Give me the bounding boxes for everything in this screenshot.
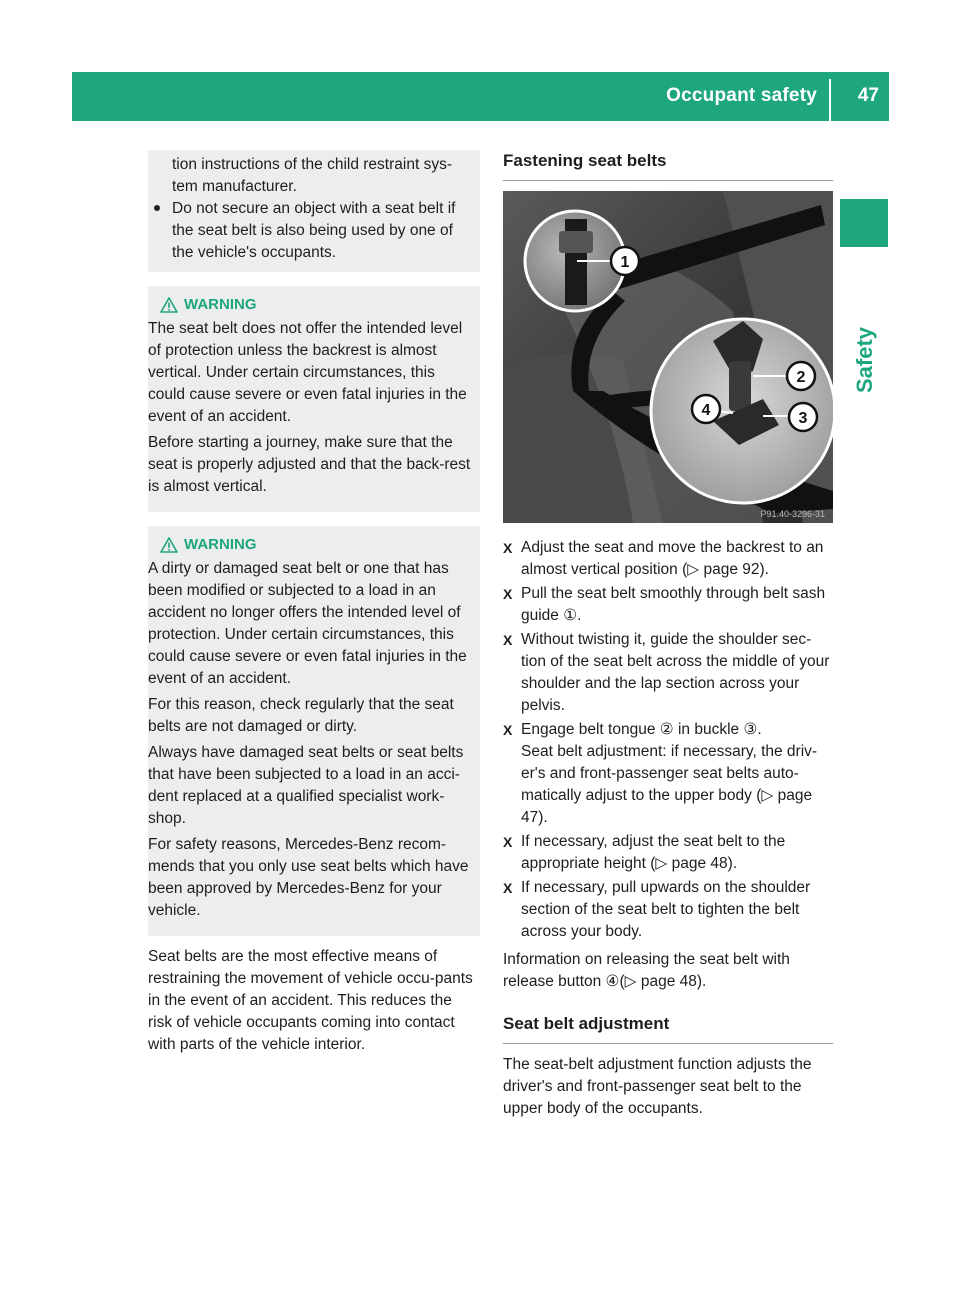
step-marker-icon: X (503, 834, 513, 850)
warning-heading (148, 294, 474, 316)
warning-paragraph: The seat belt does not offer the intended level of protection unless the backrest is almost vertical. Under certain circumstances, this could cause severe or even fatal injuries in the event of an accident. (148, 320, 467, 425)
step-marker-icon: X (503, 586, 513, 602)
seat-belt-illustration (503, 191, 833, 523)
side-tab-label: Safety (852, 326, 877, 394)
left-column (148, 150, 480, 1056)
svg-text:2: 2 (796, 369, 806, 386)
warning-heading (148, 534, 474, 556)
header-title: Occupant safety (666, 85, 817, 106)
warning-box-1 (148, 286, 480, 512)
instruction-step: X Engage belt tongue ② in buckle ③. Seat belt adjustment: if necessary, the driv-er's and front-passenger seat belts auto-matically adjust to the upper body (▷ page 47). (503, 719, 833, 829)
svg-text:1: 1 (620, 254, 630, 271)
intro-continuation: tion instructions of the child restraint sys-tem manufacturer. (172, 156, 452, 195)
svg-text:3: 3 (798, 410, 808, 427)
instruction-step: X If necessary, pull upwards on the shoulder section of the seat belt to tighten the belt across your body. (503, 879, 811, 940)
side-tab-block (840, 199, 888, 247)
instruction-step: X Without twisting it, guide the shoulder sec-tion of the seat belt across the middle of your shoulder and the lap section across your pelvis. (503, 631, 830, 714)
callout-3 (789, 403, 817, 431)
step-marker-icon: X (503, 540, 513, 556)
figure-code: P91.40-3296-31 (760, 509, 825, 519)
seat-belt-figure (503, 191, 833, 523)
callout-4 (692, 395, 720, 423)
callout-1 (611, 247, 639, 275)
body-paragraph: Seat belts are the most effective means of restraining the movement of vehicle occu-pants in the event of an accident. This reduces the risk of vehicle occupants coming into contact with parts of the vehicle interior. (148, 948, 473, 1053)
callout-2 (787, 362, 815, 390)
instruction-step: X If necessary, adjust the seat belt to the appropriate height (▷ page 48). (503, 833, 786, 872)
instruction-step: X Pull the seat belt smoothly through belt sash guide ①. (503, 585, 826, 624)
release-info: Information on releasing the seat belt with release button ④(▷ page 48). (503, 951, 790, 990)
adjustment-body: The seat-belt adjustment function adjusts the driver's and front-passenger seat belt to the upper body of the occupants. (503, 1056, 812, 1117)
right-column (503, 150, 833, 1120)
section-title-adjustment: Seat belt adjustment (503, 1013, 833, 1044)
warning-triangle-icon (160, 297, 178, 313)
warning-paragraph: For safety reasons, Mercedes-Benz recom-mends that you only use seat belts which have been approved by Mercedes-Benz for your vehicle. (148, 836, 469, 919)
page-number: 47 (857, 85, 879, 106)
warning-paragraph: Before starting a journey, make sure that the seat is properly adjusted and that the back-rest is almost vertical. (148, 434, 471, 495)
step-marker-icon: X (503, 880, 513, 896)
warning-paragraph: For this reason, check regularly that the seat belts are not damaged or dirty. (148, 696, 454, 735)
intro-box (148, 150, 480, 272)
warning-box-2 (148, 526, 480, 936)
warning-paragraph: Always have damaged seat belts or seat belts that have been subjected to a load in an acci-dent replaced at a qualified specialist work-shop. (148, 744, 464, 827)
step-marker-icon: X (503, 722, 513, 738)
instruction-step: X Adjust the seat and move the backrest to an almost vertical position (▷ page 92). (503, 539, 824, 578)
warning-title: WARNING (184, 296, 257, 313)
intro-bullet: Do not secure an object with a seat belt if the seat belt is also being used by one of the vehicle's occupants. (148, 198, 474, 264)
step-marker-icon: X (503, 632, 513, 648)
step-continuation: Seat belt adjustment: if necessary, the driv-er's and front-passenger seat belts auto-matically adjust to the upper body (▷ page 47). (521, 743, 818, 826)
warning-title: WARNING (184, 536, 257, 553)
page-header (72, 72, 889, 121)
warning-paragraph: A dirty or damaged seat belt or one that has been modified or subjected to a load in an accident no longer offers the intended level of protection. Under certain circumstances, this could cause severe or even fatal injuries in the event of an accident. (148, 560, 467, 687)
svg-text:4: 4 (701, 402, 711, 419)
header-divider (829, 79, 831, 121)
section-title-fastening: Fastening seat belts (503, 150, 833, 181)
warning-triangle-icon (160, 537, 178, 553)
